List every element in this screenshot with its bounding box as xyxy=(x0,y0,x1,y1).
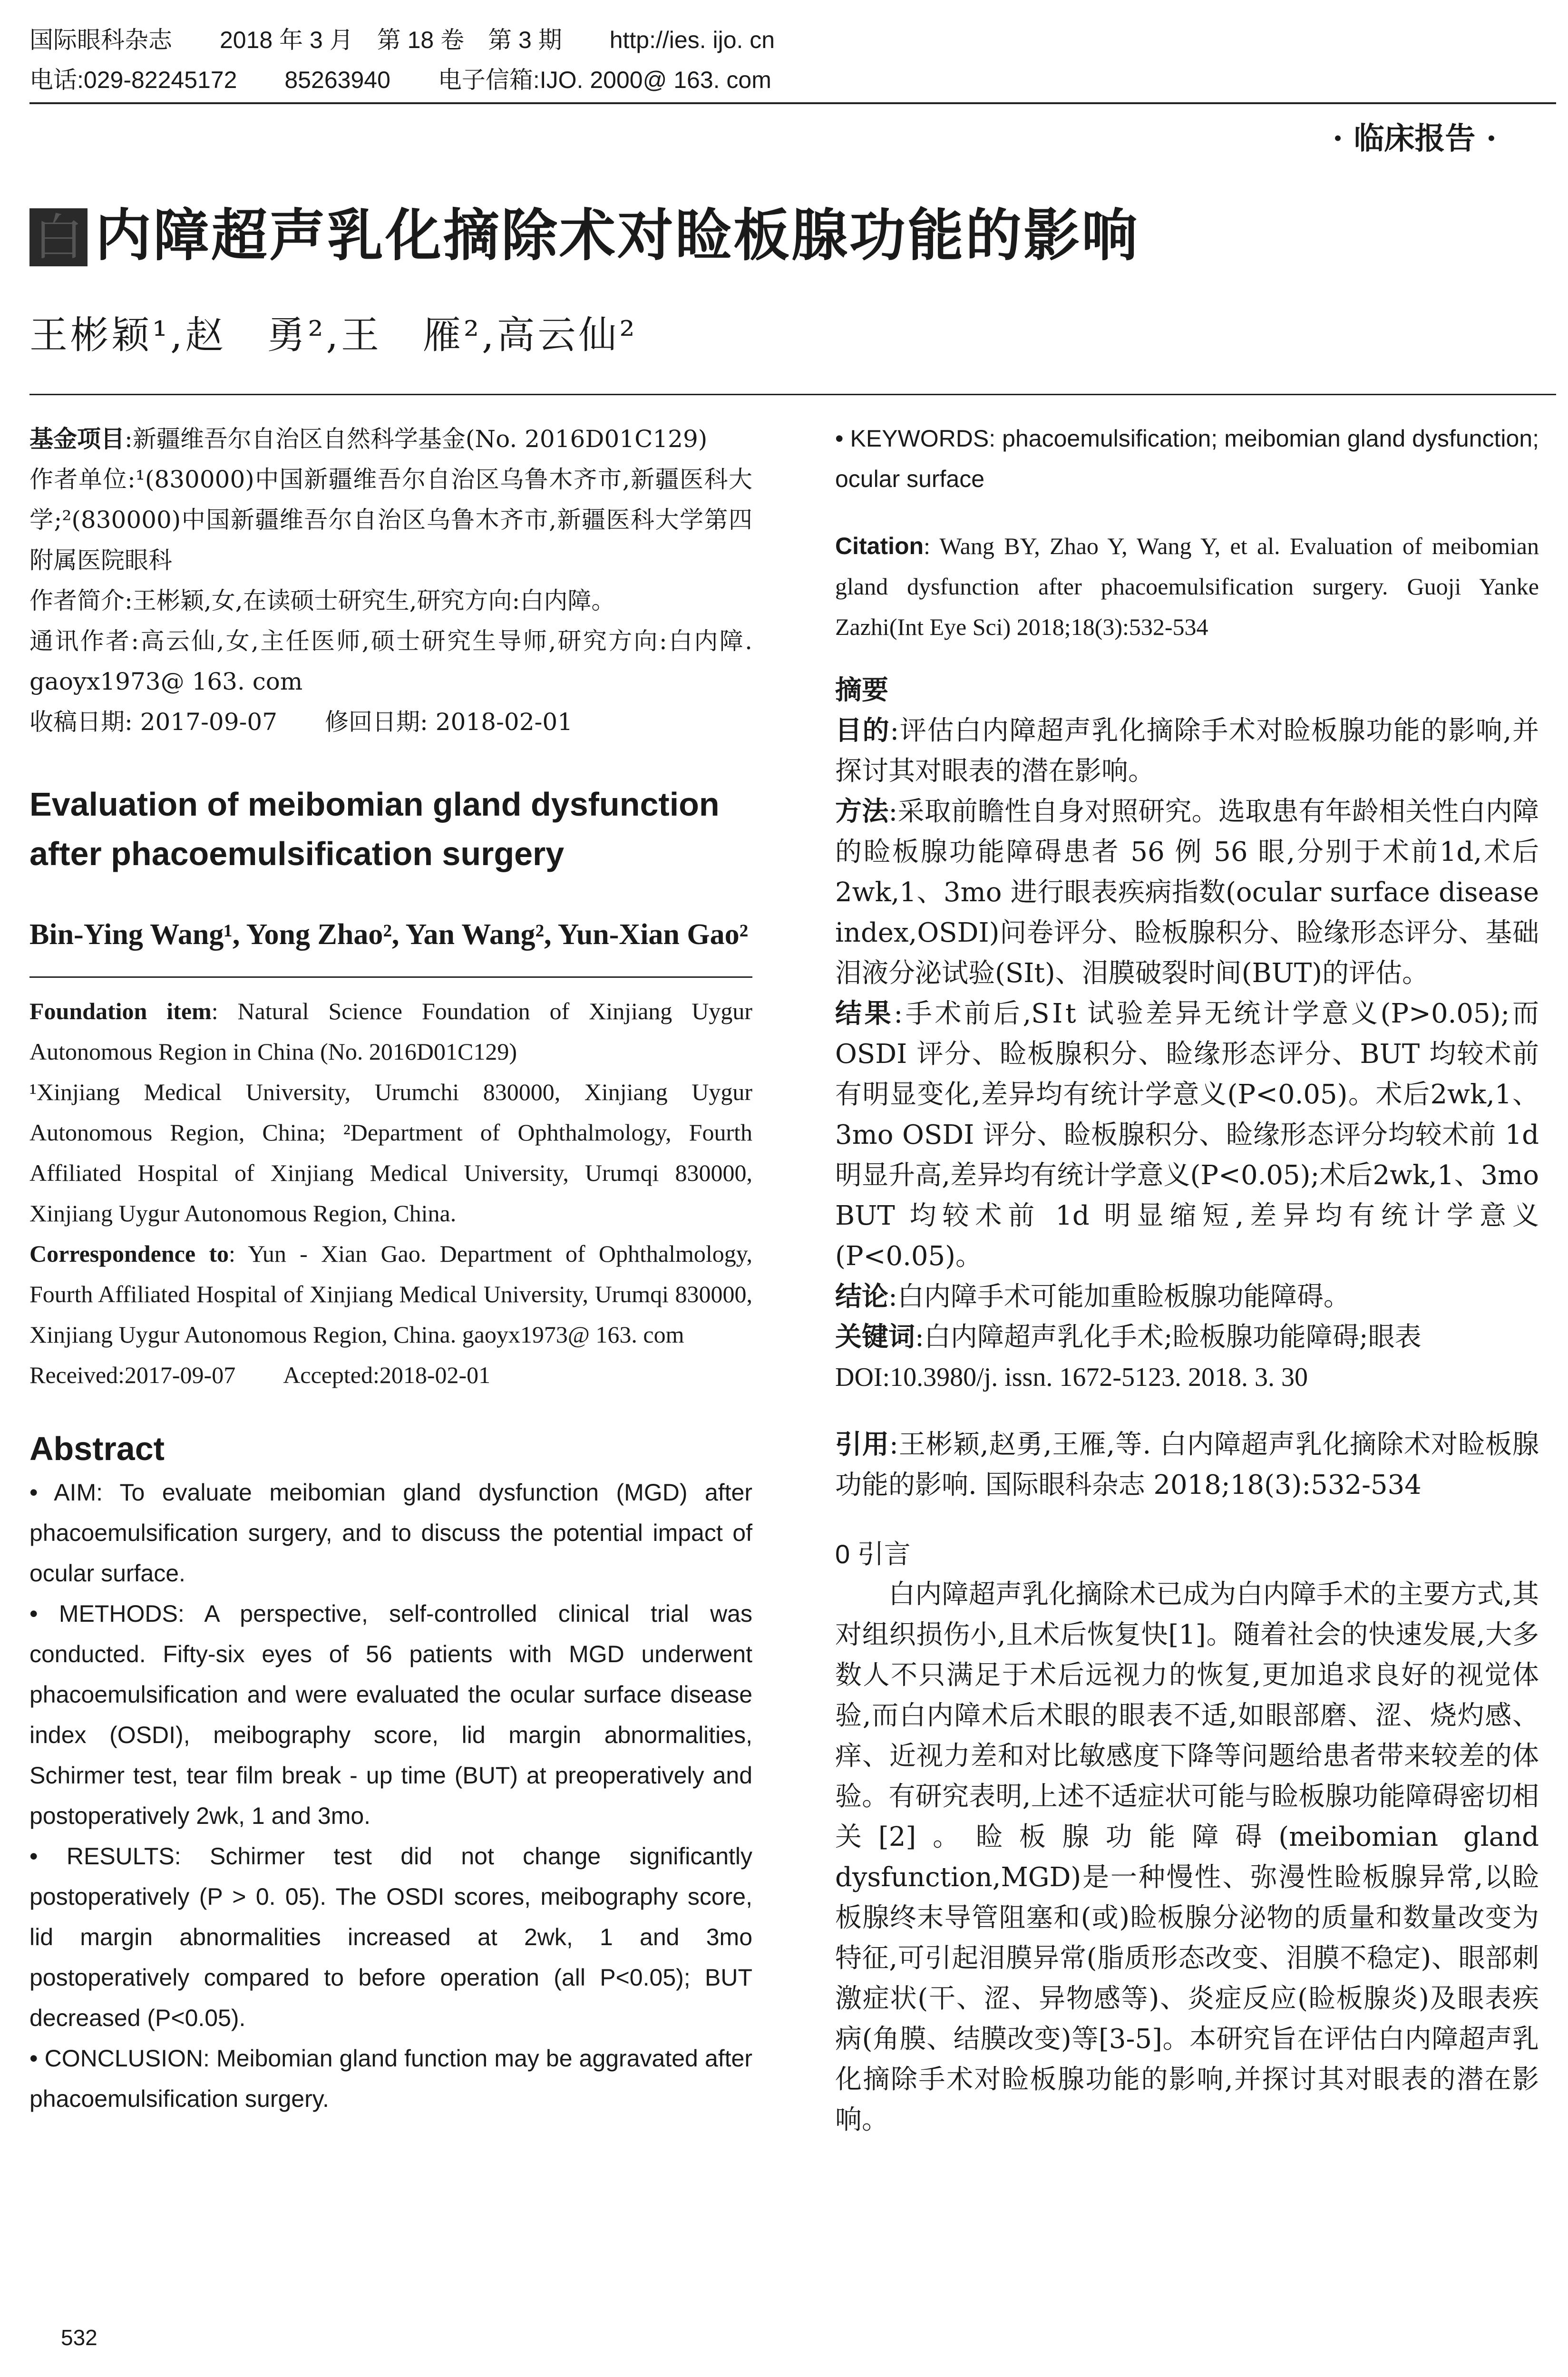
keywords-en: • KEYWORDS: phacoemulsification; meibomian gland dysfunction; ocular surface xyxy=(835,425,1539,492)
dates-cn: 收稿日期: 2017-09-07 修回日期: 2018-02-01 xyxy=(29,708,573,736)
intro-body: 白内障超声乳化摘除术已成为白内障手术的主要方式,其对组织损伤小,且术后恢复快[1]。随着社会的快速发展,大多数人不只满足于术后远视力的恢复,更加追求良好的视觉体验,而白内障术后术眼的眼表不适,如眼部磨、涩、烧灼感、痒、近视力差和对比敏感度下降等问题给患者带来较差的体验。有研究表明,上述不适症状可能与睑板腺功能障碍密切相关[2]。睑板腺功能障碍(meibomian gland dysfunction,MGD)是一种慢性、弥漫性睑板腺异常,以睑板腺终末导管阻塞和(或)睑板腺分泌物的质量和数量改变为特征,可引起泪膜异常(脂质形态改变、泪膜不稳定)、眼部刺激症状(干、涩、异物感等)、炎症反应(睑板腺炎)及眼表疾病(角膜、结膜改变)等[3-5]。本研究旨在评估白内障超声乳化摘除手术对睑板腺功能的影响,并探讨其对眼表的潜在影响。 xyxy=(835,1579,1539,2135)
abstract-conclusion: • CONCLUSION: Meibomian gland function may be aggravated after phacoemulsification surgery. xyxy=(29,2045,752,2112)
abstract-results: • RESULTS: Schirmer test did not change significantly postoperatively (P > 0. 05). The OSDI scores, meibography score, lid margin abnormalities increased at 2wk, 1 and 3mo postoperatively compared to before operation (all P<0.05); BUT decreased (P<0.05). xyxy=(29,1843,752,2031)
foundation-item: Foundation item: Natural Science Foundation of Xinjiang Uygur Autonomous Region in China (No. 2016D01C129) xyxy=(29,998,752,1065)
page-title: 内障超声乳化摘除术对睑板腺功能的影响 xyxy=(95,202,1140,268)
cite-cn: 引用:王彬颖,赵勇,王雁,等. 白内障超声乳化摘除术对睑板腺功能的影响. 国际眼科杂志 2018;18(3):532-534 xyxy=(835,1429,1539,1500)
keywords-cn: 关键词:白内障超声乳化手术;睑板腺功能障碍;眼表 xyxy=(835,1321,1422,1353)
title-first-char: 白 xyxy=(29,208,88,266)
intro-heading: 0 引言 xyxy=(835,1539,911,1569)
conclusion-cn: 结论:白内障手术可能加重睑板腺功能障碍。 xyxy=(835,1281,1350,1312)
received-accepted: Received:2017-09-07 Accepted:2018-02-01 xyxy=(29,1362,491,1388)
unit-info: 作者单位:¹(830000)中国新疆维吾尔自治区乌鲁木齐市,新疆医科大学;²(830000)中国新疆维吾尔自治区乌鲁木齐市,新疆医科大学第四附属医院眼科 xyxy=(29,466,753,574)
english-title: Evaluation of meibomian gland dysfunction after phacoemulsification surgery xyxy=(29,786,720,872)
correspondence: Correspondence to: Yun - Xian Gao. Department of Ophthalmology, Fourth Affiliated Hospital of Xinjiang Medical University, Urumqi 830000, Xinjiang Uygur Autonomous Region, China. gaoyx1973@ 163. com xyxy=(29,1240,752,1348)
doi: DOI:10.3980/j. issn. 1672-5123. 2018. 3. 30 xyxy=(835,1363,1308,1392)
journal-header-line2: 电话:029-82245172 85263940 电子信箱:IJO. 2000@ 163. com xyxy=(29,67,771,93)
left-column xyxy=(29,419,752,2119)
author-intro: 作者简介:王彬颖,女,在读硕士研究生,研究方向:白内障。 xyxy=(29,587,615,614)
page-number: 532 xyxy=(61,2325,97,2350)
purpose-cn: 目的:评估白内障超声乳化摘除手术对睑板腺功能的影响,并探讨其对眼表的潜在影响。 xyxy=(835,715,1539,787)
title-rule xyxy=(29,394,1556,395)
citation-en: Citation: Wang BY, Zhao Y, Wang Y, et al. Evaluation of meibomian gland dysfunction after phacoemulsification surgery. Guoji Yanke Zazhi(Int Eye Sci) 2018;18(3):532-534 xyxy=(835,533,1539,640)
english-authors: Bin-Ying Wang¹, Yong Zhao², Yan Wang², Yun-Xian Gao² xyxy=(29,918,749,951)
method-cn: 方法:采取前瞻性自身对照研究。选取患有年龄相关性白内障的睑板腺功能障碍患者 56 例 56 眼,分别于术前1d,术后 2wk,1、3mo 进行眼表疾病指数(ocular surface disease index,OSDI)问卷评分、睑板腺积分、睑缘形态评分、基础泪液分泌试验(SⅠt)、泪膜破裂时间(BUT)的评估。 xyxy=(835,796,1539,989)
abstract-methods: • METHODS: A perspective, self-controlled clinical trial was conducted. Fifty-six eyes of 56 patients with MGD underwent phacoemulsification and were evaluated the ocular surface disease index (OSDI), meibography score, lid margin abnormalities, Schirmer test, tear film break - up time (BUT) at preoperatively and postoperatively 2wk, 1 and 3mo. xyxy=(29,1600,752,1829)
abstract-aim: • AIM: To evaluate meibomian gland dysfunction (MGD) after phacoemulsification surgery, and to discuss the potential impact of ocular surface. xyxy=(29,1479,752,1587)
abstract-cn-heading: 摘要 xyxy=(835,674,888,706)
abstract-heading: Abstract xyxy=(29,1430,165,1467)
right-column xyxy=(835,419,1539,2140)
journal-header-line1: 国际眼科杂志 2018 年 3 月 第 18 卷 第 3 期 http://ies. ijo. cn xyxy=(29,27,775,53)
affiliations: ¹Xinjiang Medical University, Urumchi 830000, Xinjiang Uygur Autonomous Region, China; ²Department of Ophthalmology, Fourth Affiliated Hospital of Xinjiang Medical University, Urumqi 830000, Xinjiang Uygur Autonomous Region, China. xyxy=(29,1079,752,1227)
en-rule xyxy=(29,976,752,978)
header-rule xyxy=(29,102,1556,104)
authors-cn: 王彬颖¹,赵 勇²,王 雁²,高云仙² xyxy=(29,313,638,357)
result-cn: 结果:手术前后,SⅠt 试验差异无统计学意义(P>0.05);而 OSDI 评分、睑板腺积分、睑缘形态评分、BUT 均较术前有明显变化,差异均有统计学意义(P<0.05)。术后2wk,1、3mo OSDI 评分、睑板腺积分、睑缘形态评分均较术前 1d 明显升高,差异均有统计学意义(P<0.05);术后2wk,1、3mo BUT 均较术前 1d 明显缩短,差异均有统计学意义(P<0.05)。 xyxy=(835,998,1539,1272)
section-tag: · 临床报告 · xyxy=(1332,121,1497,156)
corr-author: 通讯作者:高云仙,女,主任医师,硕士研究生导师,研究方向:白内障. gaoyx1973@ 163. com xyxy=(29,627,752,695)
fund-info: 基金项目:新疆维吾尔自治区自然科学基金(No. 2016D01C129) xyxy=(29,425,708,453)
